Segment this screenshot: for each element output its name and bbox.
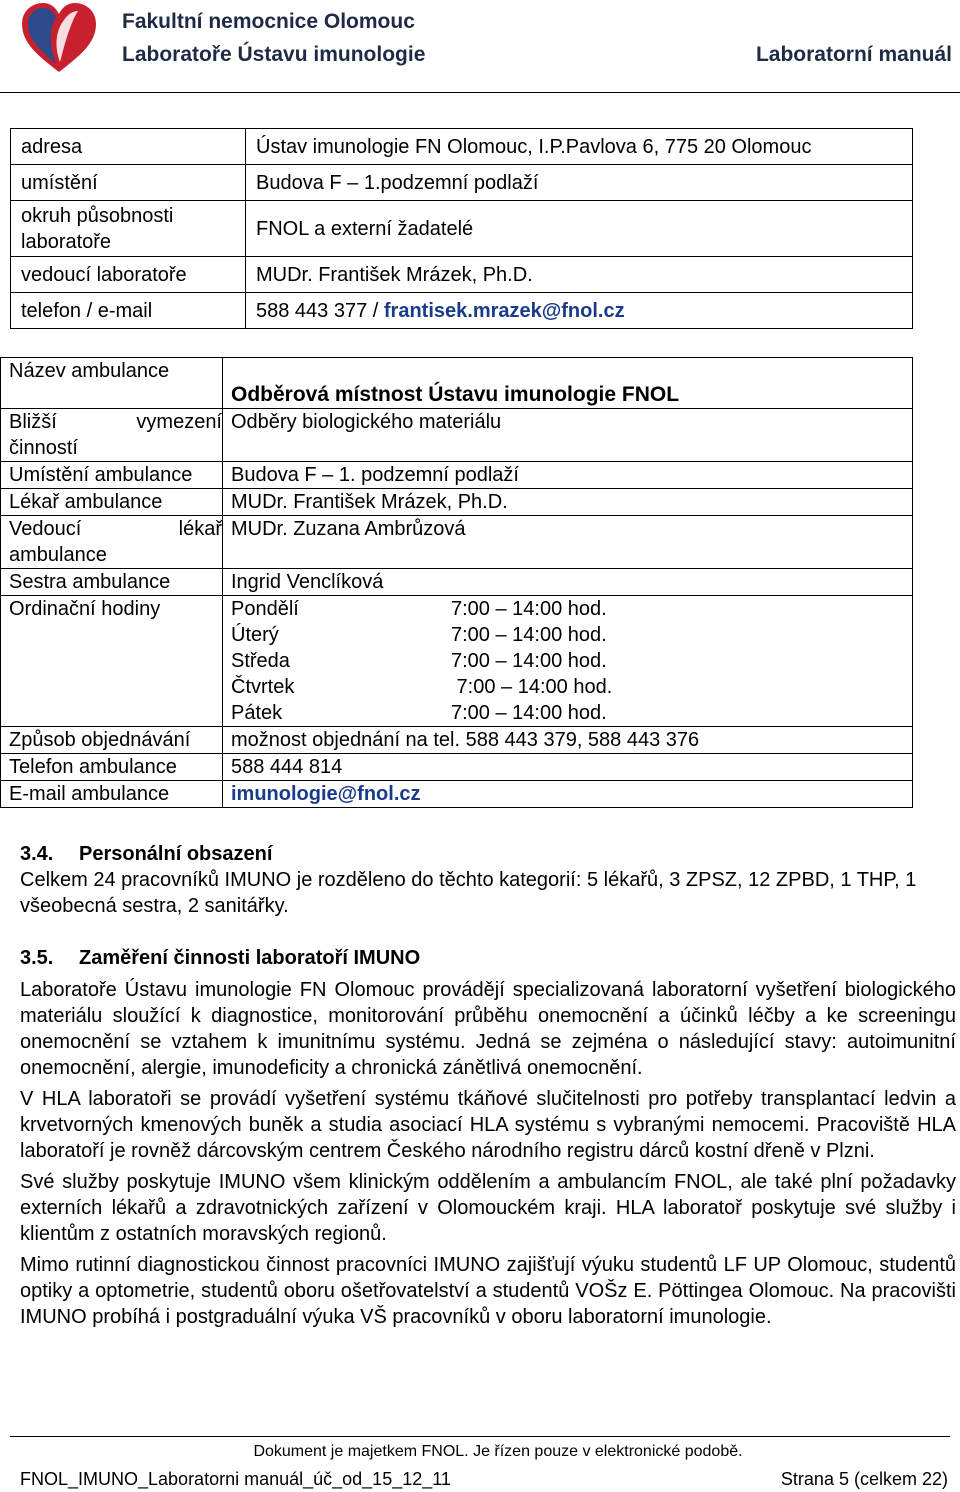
info-value: MUDr. František Mrázek, Ph.D. <box>246 257 913 293</box>
table-row <box>1 409 913 462</box>
hours-day: Pondělí <box>231 598 299 620</box>
scope-label-part: vymezení <box>136 411 222 433</box>
info-value: Ústav imunologie FN Olomouc, I.P.Pavlova 6, 775 20 Olomouc <box>246 129 913 165</box>
footer-notice: Dokument je majetkem FNOL. Je řízen pouze v elektronické podobě. <box>253 1443 743 1460</box>
hours-day: Pátek <box>231 702 283 724</box>
header-doc-type: Laboratorní manuál <box>755 43 952 66</box>
header-org-name: Fakultní nemocnice Olomouc <box>122 10 415 33</box>
paragraph: V HLA laboratoři se provádí vyšetření systému tkáňové slučitelnosti pro potřeby transplantací ledvin a krvetvorných kmenových buněk a studia asociací HLA systému s vybranými nemocemi. Pracoviště HLA laboratoří je rovněž dárcovským centrem Českého národního registru dárců kostní dřeně v Plzni. <box>20 1088 956 1162</box>
page-header <box>0 0 960 95</box>
paragraph: Mimo rutinní diagnostickou činnost pracovníci IMUNO zajišťují výuku studentů LF UP Olomouc, studentů optiky a optometrie, studentů oboru ošetřovatelství a studentů VOŠz E. Pöttingea Olomouc. Na pracovišti IMUNO probíhá i postgraduální výuka VŠ pracovníků v oboru laboratorní imunologie. <box>20 1254 956 1328</box>
table-row <box>11 165 913 201</box>
info-label: vedoucí laboratoře <box>11 257 246 293</box>
footer-page-number: Strana 5 (celkem 22) <box>780 1469 948 1489</box>
table-row <box>11 201 913 257</box>
section-personnel <box>20 841 956 924</box>
header-department: Laboratoře Ústavu imunologie <box>122 43 426 66</box>
paragraph: Celkem 24 pracovníků IMUNO je rozděleno do těchto kategorií: 5 lékařů, 3 ZPSZ, 12 ZPBD, 1 THP, 1 všeobecná sestra, 2 sanitářky. <box>20 869 917 917</box>
email-link[interactable]: frantisek.mrazek@fnol.cz <box>383 300 625 322</box>
footer-doc-id: FNOL_IMUNO_Laboratorni manuál_úč_od_15_12_11 <box>20 1469 451 1489</box>
section-number: 3.4. <box>20 843 54 865</box>
opening-hours <box>223 596 913 727</box>
table-row <box>1 489 913 516</box>
info-label: umístění <box>11 165 246 201</box>
ambulance-email-link[interactable]: imunologie@fnol.cz <box>223 781 913 808</box>
scope-label <box>1 409 223 462</box>
fnol-heart-logo-icon <box>20 2 98 74</box>
head-label-part: lékař <box>178 518 222 540</box>
section-title: Zaměření činnosti laboratoří IMUNO <box>79 947 421 969</box>
paragraph: Laboratoře Ústavu imunologie FN Olomouc provádějí specializovaná laboratorní vyšetření biologického materiálu sloužící k diagnostice, monitorování průběhu onemocnění a účinků léčby a ke screeningu onemocnění se vztahem k imunitnímu systému. Jedná se zejména o následující stavy: autoimunitní onemocnění, alergie, imunodeficity a chronická zánětlivá onemocnění. <box>20 979 956 1079</box>
table-row <box>11 293 913 329</box>
scope-value: Odběry biologického materiálu <box>223 409 913 462</box>
section-title: Personální obsazení <box>79 843 273 865</box>
info-label: telefon / e-mail <box>11 293 246 329</box>
hours-label: Ordinační hodiny <box>1 596 223 727</box>
footer-divider <box>10 1436 950 1437</box>
hours-time: 7:00 – 14:00 hod. <box>451 624 607 646</box>
hours-day: Čtvrtek <box>231 676 295 698</box>
table-row <box>1 462 913 489</box>
info-label: adresa <box>11 129 246 165</box>
head-label-part: ambulance <box>9 544 107 566</box>
info-label: okruh působnosti laboratoře <box>11 201 246 257</box>
info-contact <box>246 293 913 329</box>
section-heading <box>20 841 956 867</box>
table-row <box>1 781 913 808</box>
header-divider <box>0 92 960 93</box>
hours-time: 7:00 – 14:00 hod. <box>451 598 607 620</box>
lab-info-table <box>10 128 913 329</box>
ambulance-name-value: Odběrová místnost Ústavu imunologie FNOL <box>223 358 913 409</box>
head-doctor-label <box>1 516 223 569</box>
table-row <box>1 516 913 569</box>
hours-time: 7:00 – 14:00 hod. <box>451 676 613 698</box>
scope-label-part: činností <box>9 437 78 459</box>
hours-day: Úterý <box>231 624 279 646</box>
paragraph: Své služby poskytuje IMUNO všem klinickým oddělením a ambulancím FNOL, ale také plní požadavky externích lékařů a zdravotnických zařízení v Olomouckém kraji. HLA laboratoř poskytuje své služby i klientům z ostatních moravských regionů. <box>20 1171 956 1245</box>
doctor-value: MUDr. František Mrázek, Ph.D. <box>223 489 913 516</box>
section-focus <box>20 945 956 1335</box>
hours-time: 7:00 – 14:00 hod. <box>451 702 607 724</box>
ambulance-table <box>0 357 913 808</box>
table-row <box>1 358 913 409</box>
table-row <box>1 727 913 754</box>
table-row <box>11 257 913 293</box>
order-value: možnost objednání na tel. 588 443 379, 588 443 376 <box>223 727 913 754</box>
info-value: FNOL a externí žadatelé <box>246 201 913 257</box>
section-number: 3.5. <box>20 947 54 969</box>
ambulance-name-label: Název ambulance <box>1 358 223 409</box>
email-label: E-mail ambulance <box>1 781 223 808</box>
nurse-value: Ingrid Venclíková <box>223 569 913 596</box>
location-value: Budova F – 1. podzemní podlaží <box>223 462 913 489</box>
table-row <box>1 569 913 596</box>
table-row <box>1 596 913 727</box>
info-phone: 588 443 377 / <box>256 300 384 322</box>
order-label: Způsob objednávání <box>1 727 223 754</box>
nurse-label: Sestra ambulance <box>1 569 223 596</box>
table-row <box>11 129 913 165</box>
phone-value: 588 444 814 <box>223 754 913 781</box>
hours-time: 7:00 – 14:00 hod. <box>451 650 607 672</box>
doctor-label: Lékař ambulance <box>1 489 223 516</box>
location-label: Umístění ambulance <box>1 462 223 489</box>
head-doctor-value: MUDr. Zuzana Ambrůzová <box>223 516 913 569</box>
info-value: Budova F – 1.podzemní podlaží <box>246 165 913 201</box>
phone-label: Telefon ambulance <box>1 754 223 781</box>
hours-day: Středa <box>231 650 290 672</box>
head-label-part: Vedoucí <box>9 518 82 540</box>
table-row <box>1 754 913 781</box>
scope-label-part: Bližší <box>9 411 57 433</box>
section-heading <box>20 945 956 971</box>
